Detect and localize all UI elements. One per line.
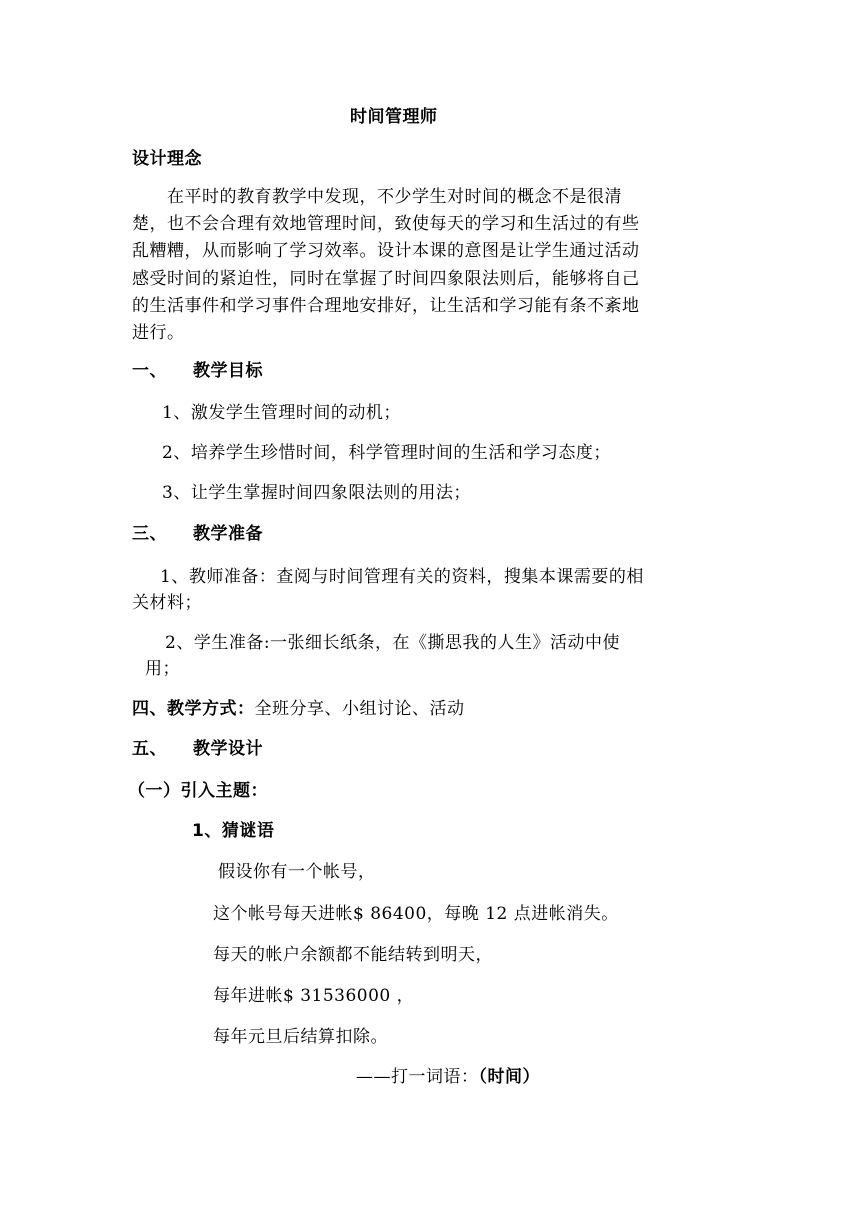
teaching-method-text: 全班分享、小组讨论、活动 [254,699,465,719]
riddle-line: 每年进帐$ 31536000 ， [213,986,415,1006]
preparation-item: 1、教师准备：查阅与时间管理有关的资料，搜集本课需要的相 [160,567,644,587]
riddle-answer-prefix: ——打一词语： [356,1067,479,1087]
riddle-heading: 1、猜谜语 [192,821,275,841]
riddle-answer [356,1066,540,1088]
preparation-item-continued: 关材料； [132,593,202,613]
preparation-item-continued: 用； [145,659,180,679]
teaching-method [132,698,465,720]
subsection-heading: （一）引入主题： [128,781,268,801]
goal-item: 3、让学生掌握时间四象限法则的用法； [162,483,471,503]
design-concept-heading: 设计理念 [132,149,202,169]
goal-item: 1、激发学生管理时间的动机； [162,403,401,423]
goal-item: 2、培养学生珍惜时间，科学管理时间的生活和学习态度； [162,443,611,463]
section-title: 教学目标 [193,361,263,381]
design-concept-line: 感受时间的紧迫性，同时在掌握了时间四象限法则后，能够将自己 [132,269,640,289]
section-heading-preparation [132,523,263,545]
teaching-method-label: 四、教学方式： [132,699,255,719]
riddle-line: 这个帐号每天进帐$ 86400，每晚 12 点进帐消失。 [213,904,619,924]
design-concept-line: 楚，也不会合理有效地管理时间，致使每天的学习和生活过的有些 [132,214,640,234]
section-title: 教学准备 [193,524,263,544]
section-title: 教学设计 [193,739,263,759]
section-number: 一、 [132,361,167,381]
section-heading-goals [132,360,263,382]
riddle-line: 假设你有一个帐号， [218,862,376,882]
riddle-line: 每年元旦后结算扣除。 [213,1027,388,1047]
section-number: 五、 [132,739,167,759]
section-heading-design [132,738,263,760]
page-title: 时间管理师 [350,107,438,127]
riddle-answer-text: （时间） [478,1067,540,1087]
design-concept-line: 进行。 [132,323,185,343]
section-number: 三、 [132,524,167,544]
design-concept-line: 乱糟糟，从而影响了学习效率。设计本课的意图是让学生通过活动 [132,241,640,261]
design-concept-line: 在平时的教育教学中发现，不少学生对时间的概念不是很清 [132,187,622,207]
design-concept-line: 的生活事件和学习事件合理地安排好，让生活和学习能有条不紊地 [132,296,640,316]
riddle-line: 每天的帐户余额都不能结转到明天， [213,945,493,965]
preparation-item: 2、学生准备:一张细长纸条，在《撕思我的人生》活动中使 [165,633,621,653]
